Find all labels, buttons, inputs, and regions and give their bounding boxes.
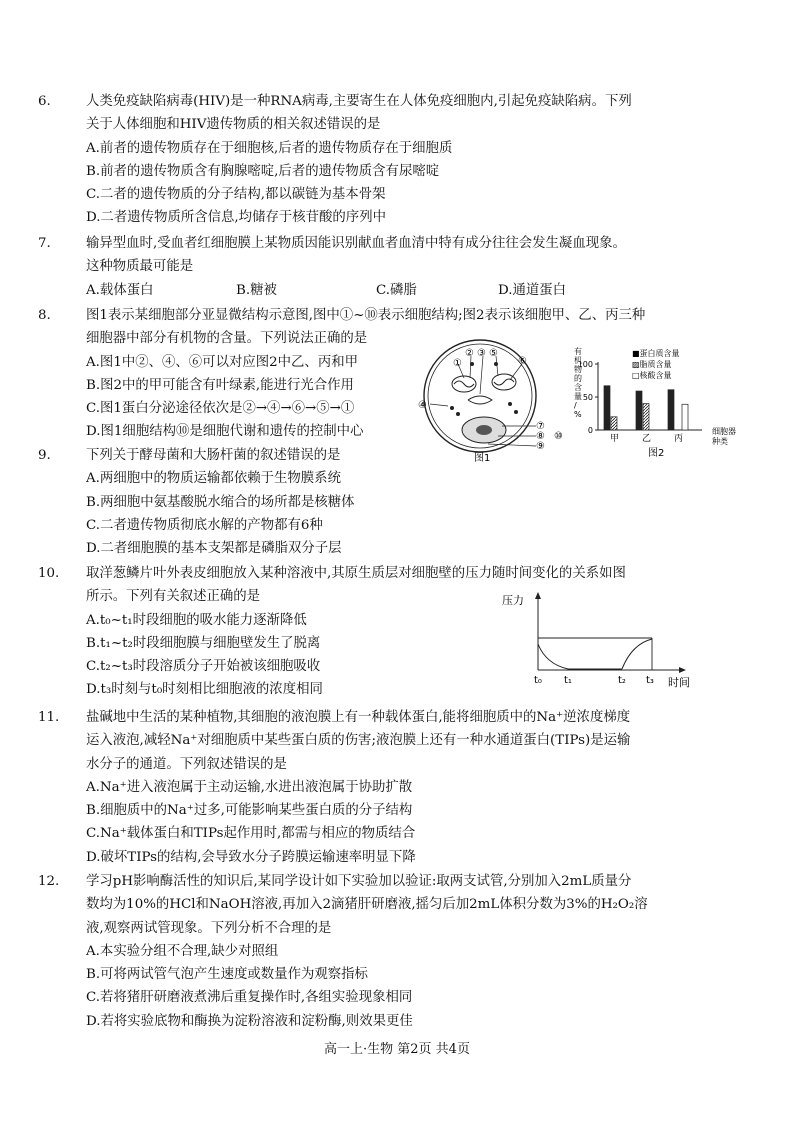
option-a: A.t₀~t₁时段细胞的吸水能力逐渐降低 — [86, 612, 307, 628]
option-d: D.若将实验底物和酶换为淀粉溶液和淀粉酶,则效果更佳 — [86, 1013, 413, 1029]
option-b: B.糖被 — [236, 282, 277, 298]
option-a: A.本实验分组不合理,缺少对照组 — [86, 943, 279, 959]
options-row — [86, 279, 778, 302]
question-number: 12. — [38, 874, 60, 889]
question-stem: 输异型血时,受血者红细胞膜上某物质因能识别献血者血清中特有成分往往会发生凝血现象。 — [86, 236, 626, 251]
tick-t0: t₀ — [534, 675, 542, 686]
option-d: D.图1细胞结构⑩是细胞代谢和遗传的控制中心 — [86, 424, 364, 440]
question-stem: 图1表示某细胞部分亚显微结构示意图,图中①~⑩表示细胞结构;图2表示该细胞甲、乙、丙三种 — [86, 308, 646, 323]
label-8: ⑧ — [536, 431, 545, 442]
y-tick-label: 0 — [587, 426, 593, 435]
option-d: D.二者细胞膜的基本支架都是磷脂双分子层 — [86, 541, 342, 557]
legend-entry: ▨脂质含量 — [632, 360, 672, 369]
question-stem: 下列关于酵母菌和大肠杆菌的叙述错误的是 — [86, 448, 341, 463]
question-stem: 取洋葱鳞片叶外表皮细胞放入某种溶液中,其原生质层对细胞壁的压力随时间变化的关系如图 — [86, 566, 626, 581]
bar-核酸含量 — [682, 404, 688, 430]
page-footer: 高一上·生物 第2页 共4页 — [324, 1042, 470, 1057]
figure-2-caption: 图2 — [648, 448, 665, 459]
tick-t1: t₁ — [564, 675, 572, 686]
time-axis-label: 时间 — [668, 676, 690, 689]
label-9: ⑨ — [536, 441, 545, 452]
label-4: ④ — [418, 400, 427, 411]
question-9 — [38, 444, 778, 560]
option-c: C.二者遗传物质彻底水解的产物都有6种 — [86, 517, 323, 533]
question-stem: 水分子的通道。下列叙述错误的是 — [86, 756, 287, 772]
x-axis-label-part: 种类 — [712, 437, 728, 446]
y-axis-label-char: / — [574, 401, 577, 410]
option-b: B.两细胞中氨基酸脱水缩合的场所都是核糖体 — [86, 494, 355, 510]
option-b: B.t₁~t₂时段细胞膜与细胞壁发生了脱离 — [86, 635, 321, 651]
legend-entry: ■蛋白质含量 — [632, 349, 680, 358]
bar-蛋白质含量 — [636, 391, 642, 430]
question-11 — [38, 706, 778, 869]
y-tick-label: 100 — [577, 360, 593, 369]
label-2: ② — [465, 348, 474, 359]
option-a: A.Na⁺进入液泡属于主动运输,水进出液泡属于协助扩散 — [86, 779, 413, 795]
label-1: ① — [453, 358, 462, 369]
option-a: A.两细胞中的物质运输都依赖于生物膜系统 — [86, 471, 341, 487]
question-stem: 这种物质最可能是 — [86, 259, 194, 275]
option-d: D.通道蛋白 — [498, 282, 567, 298]
pressure-recover-curve — [622, 639, 652, 669]
category-label: 丙 — [674, 434, 684, 444]
legend-entry: □核酸含量 — [632, 371, 672, 380]
question-stem: 液,观察两试管现象。下列分析不合理的是 — [86, 920, 332, 936]
option-c: C.t₂~t₃时段溶质分子开始被该细胞吸收 — [86, 659, 321, 675]
x-axis-label-part: 细胞器 — [712, 427, 736, 436]
question-number: 10. — [38, 566, 60, 581]
option-a: A.载体蛋白 — [86, 282, 154, 298]
option-b: B.可将两试管气泡产生速度或数量作为观察指标 — [86, 967, 368, 983]
question-stem: 细胞器中部分有机物的含量。下列说法正确的是 — [86, 331, 368, 347]
bar-脂质含量 — [611, 417, 617, 430]
question-stem: 所示。下列有关叙述正确的是 — [86, 589, 261, 605]
question-7 — [38, 232, 778, 302]
y-axis-label-char: 量 — [574, 392, 582, 401]
question-stem: 数均为10%的HCl和NaOH溶液,再加入2滴猪肝研磨液,摇匀后加2mL体积分数为3%的H₂O₂溶 — [86, 897, 648, 913]
question-12 — [38, 870, 778, 1033]
y-axis-label-char: 物 — [574, 365, 582, 374]
bar-蛋白质含量 — [604, 386, 610, 430]
figure-1-cell-diagram — [418, 334, 568, 462]
y-axis-label-char: 有 — [574, 347, 582, 356]
figure-1-caption: 图1 — [474, 453, 491, 462]
y-axis-label-char: 机 — [574, 356, 582, 365]
figure-3-pressure-graph — [502, 590, 702, 692]
question-stem: 关于人体细胞和HIV遗传物质的相关叙述错误的是 — [86, 117, 381, 133]
option-d: D.t₃时刻与t₀时刻相比细胞液的浓度相同 — [86, 682, 323, 698]
question-number: 8. — [38, 308, 51, 323]
option-d: D.破坏TIPs的结构,会导致水分子跨膜运输速率明显下降 — [86, 849, 416, 865]
question-stem: 盐碱地中生活的某种植物,其细胞的液泡膜上有一种载体蛋白,能将细胞质中的Na⁺逆浓度梯度 — [86, 710, 631, 725]
y-tick-label: 50 — [582, 393, 593, 402]
bar-蛋白质含量 — [668, 390, 674, 430]
y-axis-label-char: % — [574, 410, 582, 419]
label-10: ⑩ — [554, 431, 563, 442]
option-d: D.二者遗传物质所含信息,均储存于核苷酸的序列中 — [86, 210, 386, 226]
category-label: 甲 — [610, 434, 620, 444]
question-number: 9. — [38, 448, 51, 463]
y-axis-label-char: 的 — [574, 374, 582, 383]
option-c: C.图1蛋白分泌途径依次是②→④→⑥→⑤→① — [86, 401, 355, 417]
option-b: B.细胞质中的Na⁺过多,可能影响某些蛋白质的分子结构 — [86, 803, 413, 819]
label-3: ③ — [477, 348, 486, 359]
question-number: 11. — [38, 710, 60, 725]
option-b: B.图2中的甲可能含有叶绿素,能进行光合作用 — [86, 377, 354, 393]
option-c: C.磷脂 — [376, 282, 417, 298]
option-c: C.二者的遗传物质的分子结构,都以碳链为基本骨架 — [86, 187, 386, 203]
bar-脂质含量 — [643, 404, 649, 430]
option-a: A.前者的遗传物质存在于细胞核,后者的遗传物质存在于细胞质 — [86, 140, 453, 156]
option-a: A.图1中②、④、⑥可以对应图2中乙、丙和甲 — [86, 354, 358, 370]
pressure-axis-label: 压力 — [502, 594, 524, 607]
question-stem: 学习pH影响酶活性的知识后,某同学设计如下实验加以验证:取两支试管,分别加入2mL质量分 — [86, 874, 632, 889]
pressure-drop-curve — [538, 644, 568, 669]
label-5: ⑤ — [489, 348, 498, 359]
question-number: 7. — [38, 236, 51, 251]
category-label: 乙 — [642, 434, 652, 444]
question-6 — [38, 90, 778, 230]
question-stem: 运入液泡,减轻Na⁺对细胞质中某些蛋白质的伤害;液泡膜上还有一种水通道蛋白(TIPs)是运输 — [86, 733, 631, 749]
question-stem: 人类免疫缺陷病毒(HIV)是一种RNA病毒,主要寄生在人体免疫细胞内,引起免疫缺陷病。下列 — [86, 94, 632, 109]
option-b: B.前者的遗传物质含有胸腺嘧啶,后者的遗传物质含有尿嘧啶 — [86, 163, 440, 179]
option-c: C.若将猪肝研磨液煮沸后重复操作时,各组实验现象相同 — [86, 990, 413, 1006]
option-c: C.Na⁺载体蛋白和TIPs起作用时,都需与相应的物质结合 — [86, 826, 416, 842]
label-7: ⑦ — [536, 421, 545, 432]
tick-t2: t₂ — [618, 675, 626, 686]
label-6: ⑥ — [518, 356, 527, 367]
tick-t3: t₃ — [646, 675, 654, 686]
question-number: 6. — [38, 94, 51, 109]
y-axis-label-char: 含 — [574, 383, 582, 392]
